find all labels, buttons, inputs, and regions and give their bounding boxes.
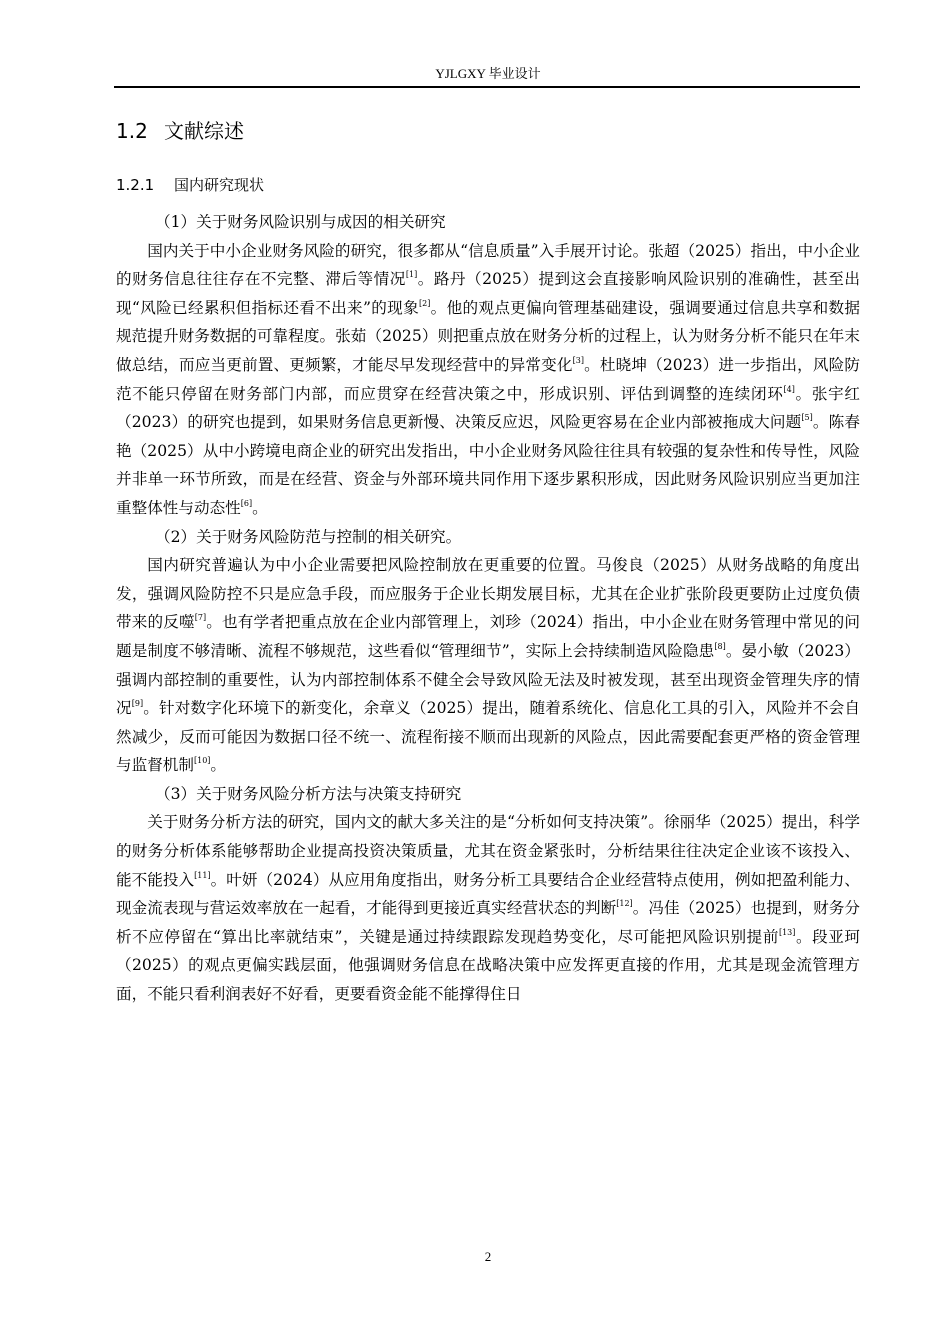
citation-10: [10] [193,756,211,766]
running-header: YJLGXY 毕业设计 [435,66,541,81]
citation-1: [1] [405,270,418,280]
subheading-1: （1）关于财务风险识别与成因的相关研究 [155,213,446,231]
paragraph-1 [116,237,860,523]
paragraph-2-text: 。晏小敏（2023）强调内部控制的重要性，认为内部控制体系不健全会导致风险无法及时被发现，甚至出现资金管理失序的情况 [116,641,860,718]
paragraph-2 [116,551,860,780]
citation-8: [8] [714,641,726,651]
citation-4: [4] [783,384,795,394]
subsection-number: 1.2.1 [116,176,155,194]
subheading-3: （3）关于财务风险分析方法与决策支持研究 [155,784,462,803]
body-text [116,208,860,1009]
section-heading [116,118,244,144]
paragraph-3-text: 关于财务分析方法的研究，国内文的献大多关注的是“分析如何支持决策”。徐丽华（2025）提出，科学的财务分析体系能够帮助企业提高投资决策质量，尤其在资金紧张时，分析结果往往决定企业该不该投入、能不能投入 [116,813,860,889]
citation-11: [11] [194,870,211,880]
paragraph-1-text: 。 [252,498,268,517]
paragraph-2-text: 。也有学者把重点放在企业内部管理上，刘珍（2024）指出，中小企业在财务管理中常见的问题是制度不够清晰、流程不够规范，这些看似“管理细节”，实际上会持续制造风险隐患 [116,613,860,660]
citation-9: [9] [131,699,144,709]
paragraph-1-text: 。张宇红（2023）的研究也提到，如果财务信息更新慢、决策反应迟，风险更容易在企业内部被拖成大问题 [116,384,860,432]
paragraph-3-text: 。叶妍（2024）从应用角度指出，财务分析工具要结合企业经营特点使用，例如把盈利能力、现金流表现与营运效率放在一起看，才能得到更接近真实经营状态的判断 [116,870,860,918]
paragraph-3 [116,808,860,1008]
paragraph-1-text: 国内关于中小企业财务风险的研究，很多都从“信息质量”入手展开讨论。张超（2025）指出，中小企业的财务信息往往存在不完整、滞后等情况 [116,241,860,289]
citation-5: [5] [801,413,813,423]
paragraph-3-text: 。段亚珂（2025）的观点更偏实践层面，他强调财务信息在战略决策中应发挥更直接的作用，尤其是现金流管理方面，不能只看利润表好不好看，更要看资金能不能撑得住日 [116,927,860,1004]
paragraph-2-text: 。针对数字化环境下的新变化，余章义（2025）提出，随着系统化、信息化工具的引入，风险并不会自然减少，反而可能因为数据口径不统一、流程衔接不顺而出现新的风险点，因此需要配套更严格的资金管理与监督机制 [116,699,860,775]
citation-3: [3] [572,355,584,365]
citation-6: [6] [240,498,253,508]
paragraph-1-text: 。路丹（2025）提到这会直接影响风险识别的准确性，甚至出现“风险已经累积但指标还看不出来”的现象 [116,270,860,317]
citation-7: [7] [194,613,207,623]
paragraph-1-text: 。陈春艳（2025）从中小跨境电商企业的研究出发指出，中小企业财务风险往往具有较强的复杂性和传导性，风险并非单一环节所致，而是在经营、资金与外部环境共同作用下逐步累积形成，因此财务风险识别应当更加注重整体性与动态性 [116,413,860,517]
paragraph-2-text: 国内研究普遍认为中小企业需要把风险控制放在更重要的位置。马俊良（2025）从财务战略的角度出发，强调风险防控不只是应急手段，而应服务于企业长期发展目标，尤其在企业扩张阶段更要防止过度负债带来的反噬 [116,556,860,632]
subsection-heading [116,174,264,196]
subsection-title: 国内研究现状 [174,176,265,194]
section-number: 1.2 [116,119,148,143]
paragraph-1-text: 。他的观点更偏向管理基础建设，强调要通过信息共享和数据规范提升财务数据的可靠程度。张茹（2025）则把重点放在财务分析的过程上，认为财务分析不能只在年末做总结，而应当更前置、更频繁，才能尽早发现经营中的异常变化 [116,298,860,374]
paragraph-2-text: 。 [210,756,227,775]
header-rule [114,86,860,88]
citation-12: [12] [616,899,633,909]
citation-13: [13] [778,927,796,937]
subheading-2: （2）关于财务风险防范与控制的相关研究。 [155,527,462,546]
page-number: 2 [484,1249,492,1264]
citation-2: [2] [419,298,431,308]
paragraph-1-text: 。杜晓坤（2023）进一步指出，风险防范不能只停留在财务部门内部，而应贯穿在经营决策之中，形成识别、评估到调整的连续闭环 [116,355,860,403]
section-title: 文献综述 [164,119,244,143]
paragraph-3-text: 。冯佳（2025）也提到，财务分析不应停留在“算出比率就结束”，关键是通过持续跟踪发现趋势变化，尽可能把风险识别提前 [116,899,860,946]
